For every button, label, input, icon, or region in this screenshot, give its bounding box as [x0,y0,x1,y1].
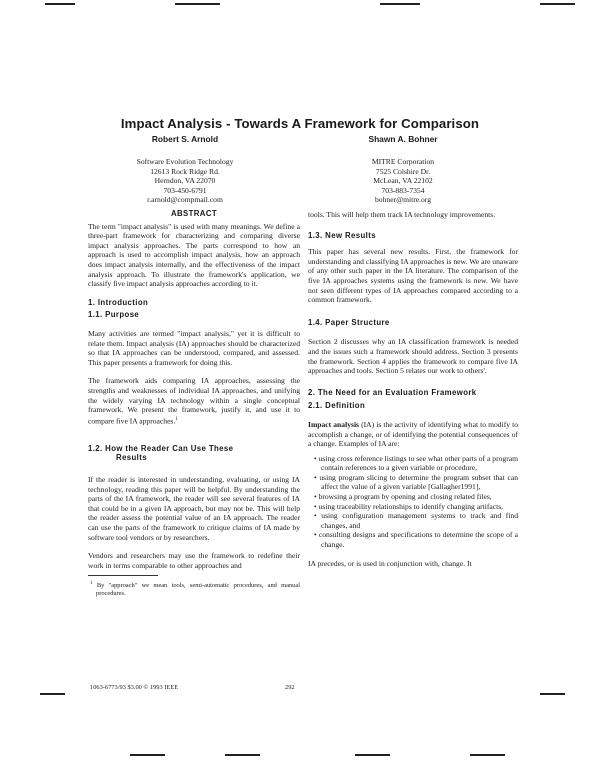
subsection-heading: 2.1. Definition [308,401,366,411]
list-item-text: using configuration management systems to track and find changes, and [321,511,518,530]
affiliation-line: MITRE Corporation [371,157,435,166]
abstract-heading: ABSTRACT [170,209,218,218]
subsection-heading: 1.3. New Results [308,230,376,240]
list-item: • consulting designs and specifications to determine the scope of a change. [314,530,518,550]
subsection-heading: 1.4. Paper Structure [308,317,390,327]
footer-copyright: 1063-6773/93 $3.00 © 1993 IEEE [90,684,179,691]
list-item: • browsing a program by opening and closing related files, [314,492,492,502]
paragraph: This paper has several new results. First, the framework for understanding and classifying IA approaches is new. We are unaware of any other such paper in the IA literature. The comparison of the five IA approaches systems using the framework is new. We have not seen different types of IA approaches compared according to a common framework. [308,247,518,305]
footnote-number: 1 [90,581,93,587]
paragraph-text: (IA) is the activity of identifying what to modify to accomplish a change, or of identifying the potential consequences of a change. Examples of IA are: [308,419,518,449]
list-item-text: using traceability relationships to identify changing artifacts, [318,501,504,511]
author-name: Shawn A. Bohner [368,134,438,144]
scan-mark [130,754,165,756]
scan-mark [470,754,505,756]
list-item-text: consulting designs and specifications to determine the scope of a change. [318,530,518,550]
paragraph: IA precedes, or is used in conjunction with, change. It [308,558,472,568]
list-item-text: using cross reference listings to see what other parts of a program contain references to a given variable or procedure, [318,453,518,473]
paragraph: tools. This will help them track IA technology improvements. [308,210,496,219]
scan-mark [175,3,220,5]
scan-mark [540,693,565,695]
affiliation-line: Herndon, VA 22070 [154,176,216,185]
list-item: • using program slicing to determine the program subset that can affect the value of a given variable [Gallagher1991], [314,472,518,492]
affiliation-email: bohner@mitre.org [375,195,431,204]
defined-term: Impact analysis [308,419,360,429]
list-item: • using cross reference listings to see what other parts of a program contain references to a given variable or procedure, [314,453,518,473]
abstract-text: The term "impact analysis" is used with many meanings. We define a three-part framework for characterizing and comparing diverse impact analysis approaches. The parts correspond to how an approach is used to accomplish impact analysis, how an approach does impact analysis internally, and the effectiveness of the impact analysis approach. To illustrate the framework's application, we classify five impact analysis approaches according to it. [88,221,300,289]
paragraph [308,420,518,449]
footnote-ref: 1 [175,416,178,422]
affiliation-line: 12613 Rock Ridge Rd. [150,166,220,176]
paragraph [88,376,300,426]
scan-mark [45,3,75,5]
scan-mark [380,3,420,5]
scan-mark [225,754,260,756]
page-number: 292 [285,684,295,691]
author-name: Robert S. Arnold [151,134,219,144]
section-heading: 1. Introduction [88,297,149,307]
list-item-text: using program slicing to determine the program subset that can affect the value of a given variable [Gallagher1991], [319,472,518,492]
affiliation-line: 703-883-7354 [381,185,425,195]
right-column [308,210,518,568]
list-item-text: browsing a program by opening and closing related files, [318,492,492,502]
footnote [88,580,300,598]
affiliation-line: 7525 Colshire Dr. [375,166,431,176]
scan-mark [540,3,575,5]
section-heading: 2. The Need for an Evaluation Framework [308,387,477,397]
affiliation-email: r.arnold@compmail.com [147,195,223,204]
subsection-heading: 1.1. Purpose [88,310,140,320]
list-item: • using configuration management systems to track and find changes, and [314,511,518,530]
author-affiliation [318,157,488,205]
left-column [88,209,300,598]
footnote-rule [88,575,158,576]
footnote-text: By "approach" we mean tools, semi-automatic procedures, and manual procedures. [96,582,300,598]
paper-title: Impact Analysis - Towards A Framework for Comparison [120,116,480,131]
author-affiliation [100,157,270,205]
example-list [308,454,518,550]
paragraph: Many activities are termed "impact analysis," yet it is difficult to relate them. Impact analysis (IA) approaches should be characterized so that IA approaches can be understood, compared, and assessed. This paper presents a framework for doing this. [88,328,300,367]
list-item: • using traceability relationships to identify changing artifacts, [314,501,504,511]
paragraph-text: The framework aids comparing IA approaches, assessing the strengths and weaknesses of individual IA approaches, and unifying the widely varying IA technology within a single conceptual framework. We present the framework, justify it, and use it to compare five IA approaches. [88,376,300,426]
scan-mark [40,693,65,695]
paragraph: Section 2 discusses why an IA classification framework is needed and the issues such a framework should address. Section 3 presents the framework. Section 4 applies the framework to compare five IA approaches and tools. Section 5 relates our work to others'. [308,337,518,376]
subsection-heading: 1.2. How the Reader Can Use These [88,443,234,453]
subsection-heading-cont: Results [116,453,147,463]
affiliation-line: 703-450-6791 [163,185,207,195]
affiliation-line: Software Evolution Technology [136,157,234,166]
paragraph: Vendors and researchers may use the framework to redefine their work in terms comparable to other approaches and [88,551,300,570]
paragraph: If the reader is interested in understanding, evaluating, or using IA technology, reading this paper will be helpful. By understanding the parts of the IA framework, the reader will see several features of IA that could be in a given IA approach, but may not be. This will help the reader assess the potential value of an IA approach. The reader can use the parts of the framework to critique claims of IA made by software tool vendors or by researchers. [88,475,300,542]
scan-mark [355,754,390,756]
affiliation-line: McLean, VA 22102 [373,176,433,185]
